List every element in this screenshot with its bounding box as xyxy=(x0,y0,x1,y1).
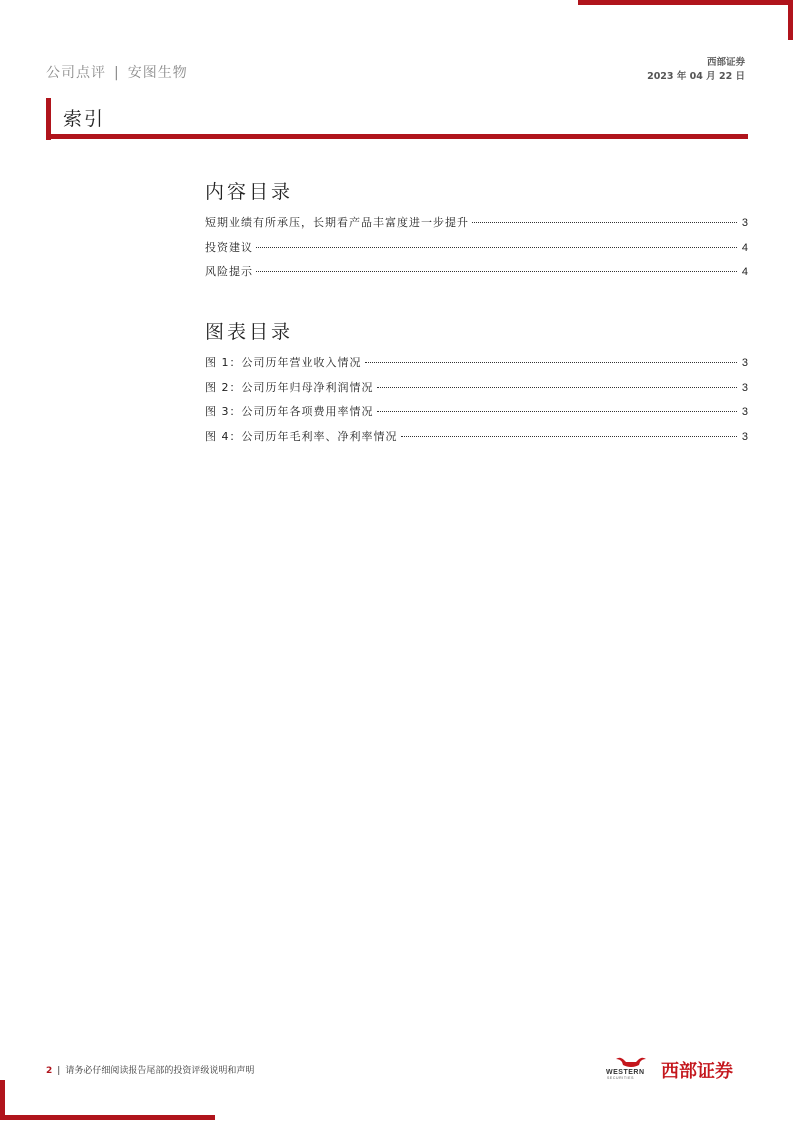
contents-toc-title: 内容目录 xyxy=(205,181,294,203)
section-title: 索引 xyxy=(63,108,106,130)
figure-entry-page: 3 xyxy=(741,430,748,443)
figures-toc-title: 图表目录 xyxy=(205,321,294,343)
footer-disclaimer: 请务必仔细阅读报告尾部的投资评级说明和声明 xyxy=(65,1066,255,1076)
section-underline xyxy=(46,134,748,139)
footer-separator: | xyxy=(57,1066,61,1076)
corner-decoration-top-vertical xyxy=(788,0,793,40)
toc-leader-dots xyxy=(256,271,737,272)
toc-leader-dots xyxy=(256,247,737,248)
toc-entry-label: 短期业绩有所承压，长期看产品丰富度进一步提升 xyxy=(205,216,469,229)
corner-decoration-top-horizontal xyxy=(578,0,793,5)
page-number: 2 xyxy=(46,1066,53,1076)
figure-entry[interactable] xyxy=(205,403,748,428)
page-footer xyxy=(46,1063,254,1076)
report-header-left xyxy=(46,62,188,82)
figure-entry-page: 3 xyxy=(741,357,748,369)
company-logo xyxy=(606,1056,748,1082)
figures-toc-list xyxy=(205,354,748,452)
toc-entry-label: 风险提示 xyxy=(205,265,253,278)
section-header xyxy=(46,98,748,140)
company-name: 安图生物 xyxy=(127,65,188,81)
report-date: 2023 年 04 月 22 日 xyxy=(647,71,745,82)
header-separator: | xyxy=(114,65,120,81)
figure-entry-page: 3 xyxy=(741,406,748,418)
corner-decoration-bottom-vertical xyxy=(0,1080,5,1120)
toc-entry-page: 4 xyxy=(741,266,748,278)
brand-name: 西部证券 xyxy=(706,57,745,68)
toc-entry-page: 4 xyxy=(741,241,748,254)
figure-entry[interactable] xyxy=(205,428,748,453)
figure-entry[interactable] xyxy=(205,354,748,379)
figure-entry-page: 3 xyxy=(741,381,748,394)
figure-entry[interactable] xyxy=(205,379,748,404)
toc-leader-dots xyxy=(377,411,738,412)
corner-decoration-bottom-horizontal xyxy=(0,1115,215,1120)
toc-leader-dots xyxy=(401,436,738,437)
toc-entry[interactable] xyxy=(205,214,748,239)
report-category: 公司点评 xyxy=(46,65,106,81)
figure-entry-label: 图 4：公司历年毛利率、净利率情况 xyxy=(205,429,398,443)
bull-icon xyxy=(614,1056,648,1069)
toc-leader-dots xyxy=(365,362,738,363)
contents-toc xyxy=(205,178,748,288)
toc-leader-dots xyxy=(472,222,737,223)
toc-leader-dots xyxy=(377,387,738,388)
contents-toc-list xyxy=(205,214,748,288)
report-header-right xyxy=(647,56,745,84)
figures-toc xyxy=(205,318,748,452)
figure-entry-label: 图 2：公司历年归母净利润情况 xyxy=(205,380,374,394)
logo-chinese-name: 西部证券 xyxy=(661,1061,733,1082)
toc-entry-page: 3 xyxy=(741,217,748,229)
figure-entry-label: 图 1：公司历年营业收入情况 xyxy=(205,356,362,369)
logo-western-text: WESTERN xyxy=(606,1069,645,1076)
toc-entry[interactable] xyxy=(205,239,748,264)
toc-entry-label: 投资建议 xyxy=(205,240,253,254)
toc-entry[interactable] xyxy=(205,263,748,288)
figure-entry-label: 图 3：公司历年各项费用率情况 xyxy=(205,405,374,418)
logo-securities-text: SECURITIES xyxy=(607,1076,635,1080)
